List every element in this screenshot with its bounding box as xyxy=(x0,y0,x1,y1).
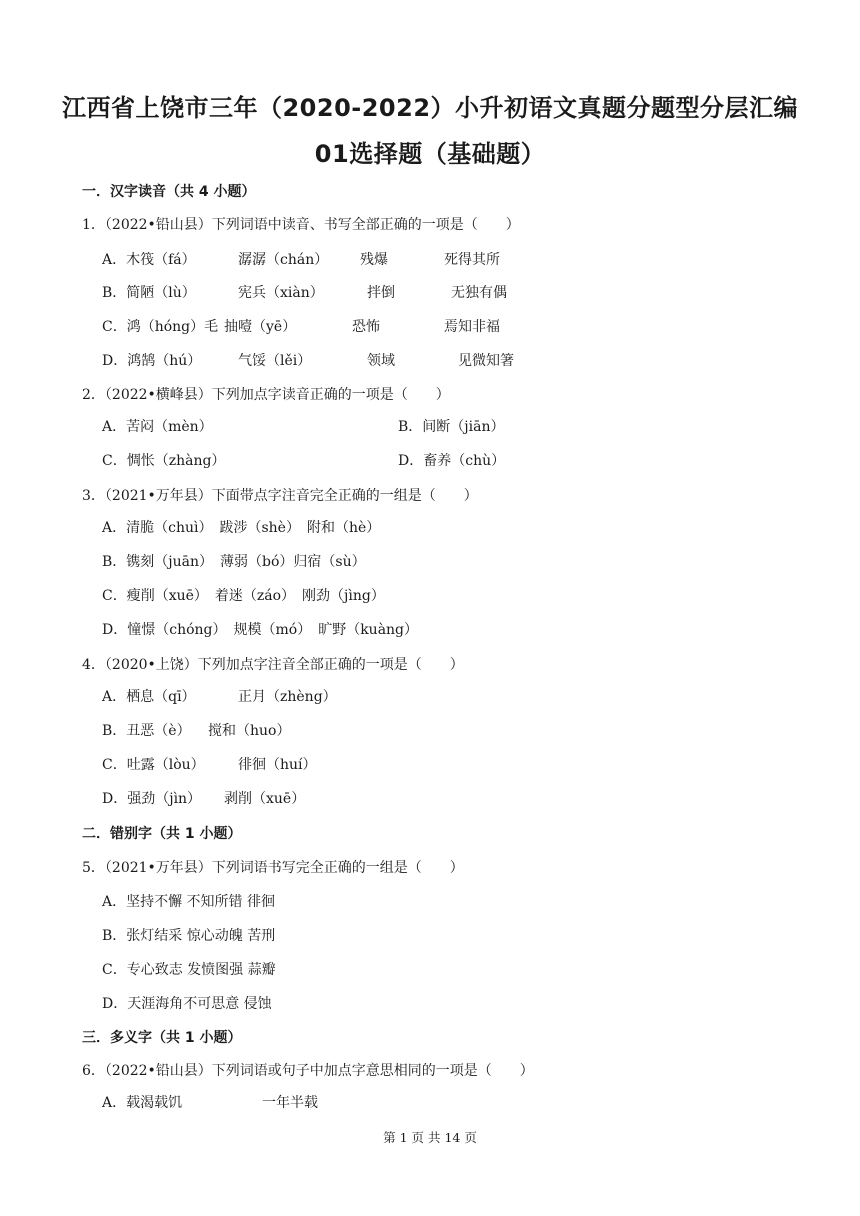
question-5-stem: 5．（2021•万年县）下列词语书写完全正确的一组是（ ） xyxy=(82,860,464,876)
q1-option-b-1: B．简陋（lù） xyxy=(102,285,196,301)
q1-option-d-2: 气馁（lěi） xyxy=(238,353,312,369)
q1-option-a-4: 死得其所 xyxy=(444,252,500,268)
q4-option-c-1: C．吐露（lòu） xyxy=(102,757,205,773)
question-2-stem: 2．（2022•横峰县）下列加点字读音正确的一项是（ ） xyxy=(82,387,450,403)
question-3-stem: 3．（2021•万年县）下面带点字注音完全正确的一组是（ ） xyxy=(82,488,478,504)
document-title-line-2: 01选择题（基础题） xyxy=(314,140,546,168)
q2-option-a: A．苦闷（mèn） xyxy=(102,419,213,435)
q3-option-a: A．清脆（chuì） 跋涉（shè） 附和（hè） xyxy=(102,520,381,536)
section-heading-typos: 二．错别字（共 1 小题） xyxy=(82,826,242,842)
q1-option-a-1: A．木筏（fá） xyxy=(102,252,196,268)
section-heading-polysemy: 三．多义字（共 1 小题） xyxy=(82,1030,242,1046)
q1-option-b-2: 宪兵（xiàn） xyxy=(238,285,324,301)
q1-option-c-2: 抽噎（yē） xyxy=(224,319,297,335)
q1-option-d-4: 见微知箸 xyxy=(458,353,514,369)
q2-option-d: D．畜养（chù） xyxy=(398,453,506,469)
q6-option-a-2: 一年半载 xyxy=(262,1095,318,1111)
q1-option-b-4: 无独有偶 xyxy=(451,285,507,301)
q4-option-b-2: 搅和（huo） xyxy=(208,723,291,739)
q6-option-a-1: A．载渴载饥 xyxy=(102,1095,183,1111)
q3-option-d: D．憧憬（chóng） 规模（mó） 旷野（kuàng） xyxy=(102,622,419,638)
q1-option-b-3: 拌倒 xyxy=(367,285,395,301)
q5-option-c: C．专心致志 发愤图强 蒜瓣 xyxy=(102,962,276,978)
q4-option-d-2: 剥削（xuē） xyxy=(224,791,306,807)
q2-option-c: C．惆怅（zhàng） xyxy=(102,453,226,469)
q1-option-a-3: 残爆 xyxy=(360,252,388,268)
q1-option-c-3: 恐怖 xyxy=(352,319,380,335)
q1-option-c-4: 焉知非福 xyxy=(444,319,500,335)
q1-option-d-3: 领域 xyxy=(367,353,395,369)
q4-option-a-1: A．栖息（qī） xyxy=(102,689,196,705)
question-4-stem: 4．（2020•上饶）下列加点字注音全部正确的一项是（ ） xyxy=(82,657,464,673)
q1-option-d-1: D．鸿鹄（hú） xyxy=(102,353,202,369)
q4-option-d-1: D．强劲（jìn） xyxy=(102,791,202,807)
q3-option-b: B．镌刻（juān） 薄弱（bó）归宿（sù） xyxy=(102,554,366,570)
q3-option-c: C．瘦削（xuē） 着迷（záo） 刚劲（jìng） xyxy=(102,588,385,604)
section-heading-pronunciation: 一．汉字读音（共 4 小题） xyxy=(82,184,256,200)
q5-option-a: A．坚持不懈 不知所错 徘徊 xyxy=(102,894,276,910)
q4-option-a-2: 正月（zhèng） xyxy=(238,689,337,705)
q4-option-b-1: B．丑恶（è） xyxy=(102,723,191,739)
question-6-stem: 6．（2022•铅山县）下列词语或句子中加点字意思相同的一项是（ ） xyxy=(82,1063,534,1079)
document-title-line-1: 江西省上饶市三年（2020-2022）小升初语文真题分题型分层汇编 xyxy=(61,94,799,122)
q5-option-b: B．张灯结采 惊心动魄 苦刑 xyxy=(102,928,276,944)
page-footer: 第 1 页 共 14 页 xyxy=(383,1130,477,1145)
q1-option-c-1: C．鸿（hóng）毛 xyxy=(102,319,219,335)
q2-option-b: B．间断（jiān） xyxy=(398,419,505,435)
q4-option-c-2: 徘徊（huí） xyxy=(238,757,317,773)
q5-option-d: D．天涯海角不可思意 侵蚀 xyxy=(102,996,272,1012)
question-1-stem: 1．（2022•铅山县）下列词语中读音、书写全部正确的一项是（ ） xyxy=(82,217,520,233)
q1-option-a-2: 潺潺（chán） xyxy=(238,252,329,268)
